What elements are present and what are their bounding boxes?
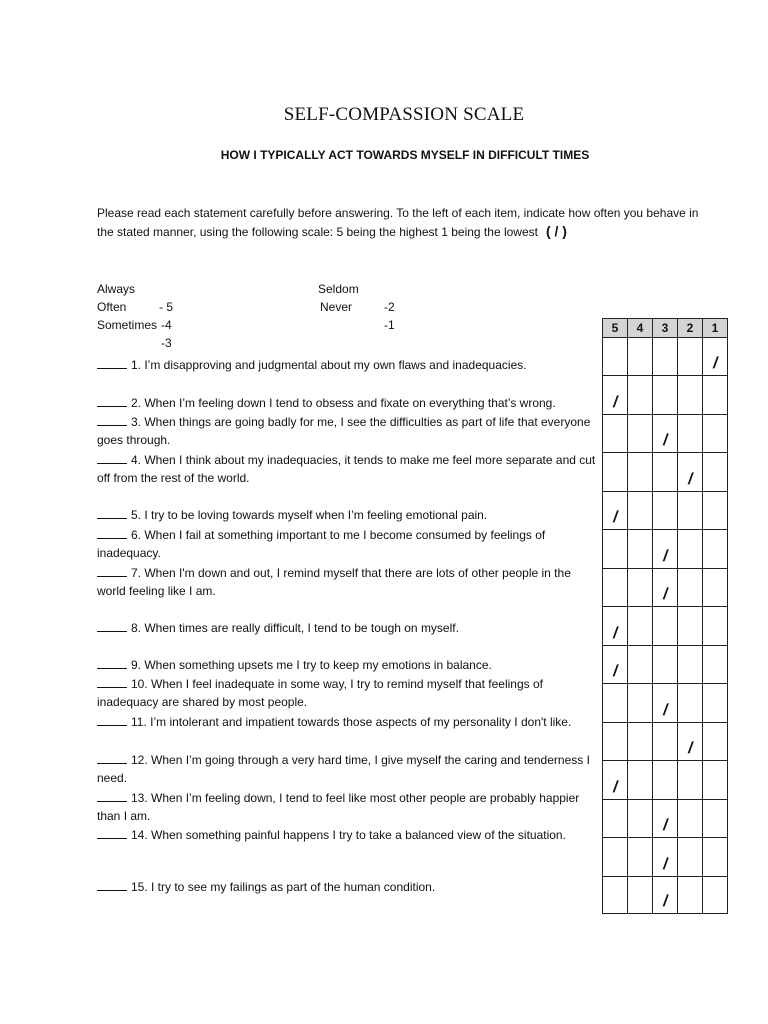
rating-mark: / <box>711 355 719 372</box>
rating-cell-2[interactable] <box>678 877 703 914</box>
rating-cell-5[interactable] <box>603 838 628 877</box>
survey-item-text: 1. I’m disapproving and judgmental about my own flaws and inadequacies. <box>131 358 527 372</box>
rating-cell-1[interactable] <box>703 569 728 607</box>
rating-row <box>603 607 728 646</box>
rating-cell-2[interactable] <box>678 492 703 530</box>
rating-mark: / <box>611 509 619 526</box>
rating-cell-5[interactable] <box>603 761 628 800</box>
rating-row <box>603 338 728 376</box>
rating-row <box>603 761 728 800</box>
scale-value: -2 <box>384 300 395 314</box>
rating-header-2: 2 <box>678 319 703 338</box>
rating-mark: / <box>661 702 669 719</box>
survey-item-text: 3. When things are going badly for me, I see the difficulties as part of life that everyone goes through. <box>97 415 591 447</box>
rating-header-5: 5 <box>603 319 628 338</box>
rating-cell-5[interactable] <box>603 453 628 492</box>
page-title: SELF-COMPASSION SCALE <box>283 104 525 125</box>
survey-item-text: 5. I try to be loving towards myself when I’m feeling emotional pain. <box>131 508 488 522</box>
rating-header-row <box>603 319 728 338</box>
rating-cell-4[interactable] <box>628 800 653 838</box>
answer-blank[interactable] <box>97 394 127 407</box>
rating-cell-5[interactable] <box>603 530 628 569</box>
rating-cell-3[interactable] <box>653 646 678 684</box>
scale-label: Always <box>97 282 136 296</box>
survey-item <box>97 675 597 711</box>
rating-row <box>603 684 728 723</box>
survey-item <box>97 413 597 449</box>
answer-blank[interactable] <box>97 356 127 369</box>
scale-label: Seldom <box>318 282 359 296</box>
rating-cell-4[interactable] <box>628 723 653 761</box>
scale-value: -1 <box>384 318 395 332</box>
rating-header-1: 1 <box>703 319 728 338</box>
answer-blank[interactable] <box>97 789 127 802</box>
rating-mark: / <box>611 394 619 411</box>
rating-mark: / <box>661 432 669 449</box>
rating-cell-5[interactable] <box>603 723 628 761</box>
rating-mark: / <box>661 586 669 603</box>
survey-item <box>97 619 597 637</box>
rating-cell-2[interactable] <box>678 607 703 646</box>
rating-cell-1[interactable] <box>703 415 728 453</box>
survey-item-text: 7. When I'm down and out, I remind myself that there are lots of other people in the world feeling like I am. <box>97 566 571 598</box>
answer-blank[interactable] <box>97 619 127 632</box>
rating-cell-1[interactable] <box>703 338 728 376</box>
survey-item-text: 14. When something painful happens I try to take a balanced view of the situation. <box>131 828 566 842</box>
rating-cell-4[interactable] <box>628 877 653 914</box>
scale-value: -4 <box>161 318 172 332</box>
rating-cell-3[interactable] <box>653 376 678 415</box>
rating-cell-5[interactable] <box>603 877 628 914</box>
rating-mark: / <box>661 893 669 910</box>
rating-cell-1[interactable] <box>703 684 728 723</box>
survey-item <box>97 506 597 524</box>
rating-cell-1[interactable] <box>703 453 728 492</box>
rating-cell-4[interactable] <box>628 453 653 492</box>
rating-cell-3[interactable] <box>653 415 678 453</box>
rating-header-3: 3 <box>653 319 678 338</box>
survey-item-text: 11. I’m intolerant and impatient towards those aspects of my personality I don't like. <box>131 715 572 729</box>
rating-cell-2[interactable] <box>678 376 703 415</box>
survey-item-text: 2. When I’m feeling down I tend to obsess and fixate on everything that’s wrong. <box>131 396 556 410</box>
answer-blank[interactable] <box>97 506 127 519</box>
rating-mark: / <box>686 471 694 488</box>
rating-cell-4[interactable] <box>628 376 653 415</box>
rating-cell-4[interactable] <box>628 684 653 723</box>
scale-value: - 5 <box>159 300 174 314</box>
survey-item <box>97 878 597 896</box>
survey-item <box>97 713 597 731</box>
survey-item <box>97 394 597 412</box>
rating-cell-5[interactable] <box>603 569 628 607</box>
rating-cell-2[interactable] <box>678 723 703 761</box>
rating-cell-3[interactable] <box>653 877 678 914</box>
answer-blank[interactable] <box>97 713 127 726</box>
survey-item <box>97 564 597 600</box>
rating-cell-5[interactable] <box>603 415 628 453</box>
rating-cell-3[interactable] <box>653 800 678 838</box>
scale-label: Often <box>97 300 127 314</box>
rating-cell-2[interactable] <box>678 761 703 800</box>
rating-cell-5[interactable] <box>603 376 628 415</box>
rating-cell-5[interactable] <box>603 492 628 530</box>
mark-legend: ( / ) <box>545 223 567 239</box>
survey-item-text: 6. When I fail at something important to me I become consumed by feelings of inadequacy. <box>97 528 546 560</box>
rating-cell-2[interactable] <box>678 646 703 684</box>
rating-mark: / <box>661 856 669 873</box>
rating-cell-3[interactable] <box>653 492 678 530</box>
rating-row <box>603 569 728 607</box>
rating-header-4: 4 <box>628 319 653 338</box>
rating-cell-1[interactable] <box>703 530 728 569</box>
page-subtitle: HOW I TYPICALLY ACT TOWARDS MYSELF IN DIFFICULT TIMES <box>220 148 590 162</box>
rating-cell-4[interactable] <box>628 492 653 530</box>
rating-cell-5[interactable] <box>603 646 628 684</box>
rating-row <box>603 415 728 453</box>
rating-cell-1[interactable] <box>703 800 728 838</box>
rating-cell-2[interactable] <box>678 684 703 723</box>
survey-item <box>97 789 597 825</box>
rating-cell-2[interactable] <box>678 838 703 877</box>
rating-row <box>603 492 728 530</box>
answer-blank[interactable] <box>97 751 127 764</box>
rating-cell-3[interactable] <box>653 607 678 646</box>
rating-row <box>603 453 728 492</box>
rating-cell-3[interactable] <box>653 338 678 376</box>
rating-cell-3[interactable] <box>653 453 678 492</box>
rating-cell-1[interactable] <box>703 376 728 415</box>
rating-cell-1[interactable] <box>703 607 728 646</box>
survey-item <box>97 656 597 674</box>
answer-blank[interactable] <box>97 526 127 539</box>
answer-blank[interactable] <box>97 564 127 577</box>
rating-cell-5[interactable] <box>603 684 628 723</box>
rating-row <box>603 376 728 415</box>
rating-cell-2[interactable] <box>678 415 703 453</box>
rating-cell-3[interactable] <box>653 838 678 877</box>
rating-mark: / <box>611 779 619 796</box>
survey-item-text: 13. When I’m feeling down, I tend to feel like most other people are probably happier than I am. <box>97 791 580 823</box>
rating-row <box>603 800 728 838</box>
rating-cell-2[interactable] <box>678 338 703 376</box>
rating-cell-1[interactable] <box>703 646 728 684</box>
rating-row <box>603 530 728 569</box>
rating-cell-4[interactable] <box>628 530 653 569</box>
rating-cell-1[interactable] <box>703 492 728 530</box>
answer-blank[interactable] <box>97 656 127 669</box>
rating-cell-2[interactable] <box>678 453 703 492</box>
rating-cell-2[interactable] <box>678 569 703 607</box>
rating-mark: / <box>686 740 694 757</box>
rating-row <box>603 723 728 761</box>
rating-cell-3[interactable] <box>653 569 678 607</box>
rating-row <box>603 877 728 914</box>
answer-blank[interactable] <box>97 413 127 426</box>
rating-mark: / <box>611 625 619 642</box>
rating-mark: / <box>611 663 619 680</box>
rating-cell-1[interactable] <box>703 761 728 800</box>
survey-item <box>97 451 597 487</box>
rating-cell-4[interactable] <box>628 569 653 607</box>
survey-item-text: 8. When times are really difficult, I tend to be tough on myself. <box>131 621 459 635</box>
rating-cell-1[interactable] <box>703 838 728 877</box>
rating-cell-4[interactable] <box>628 338 653 376</box>
rating-cell-1[interactable] <box>703 723 728 761</box>
survey-item <box>97 826 597 844</box>
rating-cell-3[interactable] <box>653 761 678 800</box>
rating-cell-2[interactable] <box>678 800 703 838</box>
rating-cell-4[interactable] <box>628 646 653 684</box>
survey-item <box>97 751 597 787</box>
rating-cell-4[interactable] <box>628 415 653 453</box>
rating-cell-1[interactable] <box>703 877 728 914</box>
rating-cell-5[interactable] <box>603 607 628 646</box>
rating-cell-3[interactable] <box>653 723 678 761</box>
scale-value: -3 <box>161 336 172 350</box>
rating-grid <box>602 318 728 914</box>
rating-mark: / <box>661 817 669 834</box>
survey-item-text: 9. When something upsets me I try to keep my emotions in balance. <box>131 658 492 672</box>
survey-item-text: 12. When I’m going through a very hard time, I give myself the caring and tenderness I need. <box>97 753 590 785</box>
survey-item <box>97 526 597 562</box>
answer-blank[interactable] <box>97 878 127 891</box>
rating-cell-5[interactable] <box>603 338 628 376</box>
rating-cell-4[interactable] <box>628 838 653 877</box>
survey-item-text: 10. When I feel inadequate in some way, I try to remind myself that feelings of inadequacy are shared by most people. <box>97 677 543 709</box>
survey-item-text: 15. I try to see my failings as part of the human condition. <box>131 880 436 894</box>
rating-row <box>603 838 728 877</box>
rating-row <box>603 646 728 684</box>
instructions <box>97 204 707 241</box>
rating-cell-2[interactable] <box>678 530 703 569</box>
scale-label: Never <box>320 300 353 314</box>
instructions-text: Please read each statement carefully before answering. To the left of each item, indicate how often you behave in the stated manner, using the following scale: 5 being the highest 1 being the lowest <box>97 206 699 239</box>
answer-blank[interactable] <box>97 675 127 688</box>
rating-cell-4[interactable] <box>628 607 653 646</box>
rating-cell-3[interactable] <box>653 684 678 723</box>
survey-item <box>97 356 597 374</box>
answer-blank[interactable] <box>97 826 127 839</box>
rating-mark: / <box>661 548 669 565</box>
rating-cell-4[interactable] <box>628 761 653 800</box>
rating-cell-3[interactable] <box>653 530 678 569</box>
answer-blank[interactable] <box>97 451 127 464</box>
scale-label: Sometimes <box>97 318 158 332</box>
survey-item-text: 4. When I think about my inadequacies, it tends to make me feel more separate and cut off from the rest of the world. <box>97 453 596 485</box>
rating-cell-5[interactable] <box>603 800 628 838</box>
